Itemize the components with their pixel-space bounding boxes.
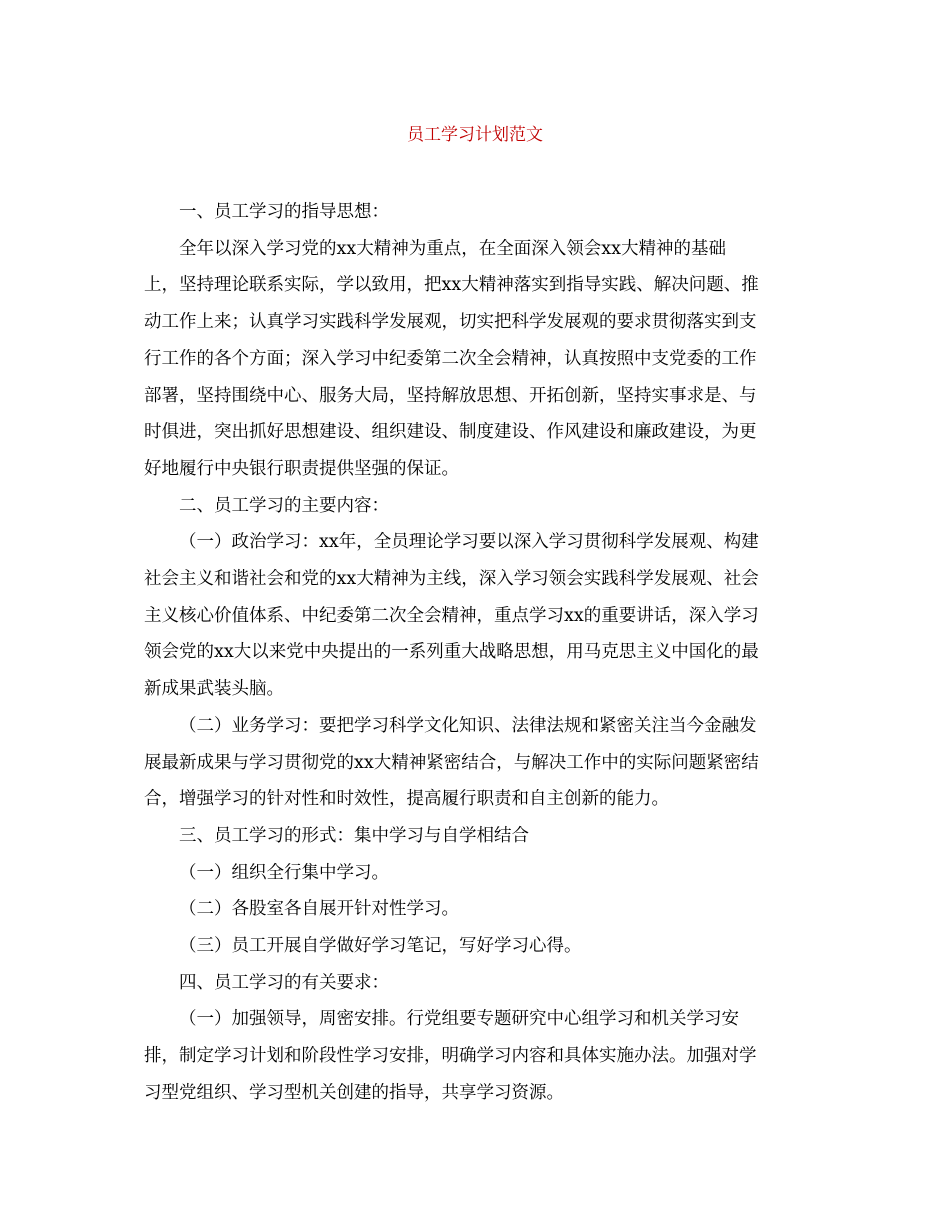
paragraph-line: 二、员工学习的主要内容： <box>179 495 389 516</box>
paragraph <box>144 524 806 708</box>
paragraph-line: 社会主义和谐社会和党的xx大精神为主线，深入学习领会实践科学发展观、社会 <box>144 569 759 590</box>
document-body <box>144 194 806 1112</box>
paragraph-line: （一）组织全行集中学习。 <box>179 862 389 883</box>
paragraph <box>144 708 806 818</box>
paragraph-line: 一、员工学习的指导思想： <box>179 202 389 222</box>
paragraph-line: （二）业务学习：要把学习科学文化知识、法律法规和紧密关注当今金融发 <box>179 715 757 736</box>
paragraph-line: 四、员工学习的有关要求： <box>179 972 389 993</box>
paragraph-line: 展最新成果与学习贯彻党的xx大精神紧密结合，与解决工作中的实际问题紧密结 <box>144 752 759 773</box>
paragraph <box>144 928 806 965</box>
paragraph-line: 新成果武装头脑。 <box>144 679 284 700</box>
paragraph-line: 领会党的xx大以来党中央提出的一系列重大战略思想，用马克思主义中国化的最 <box>144 642 759 663</box>
paragraph-line: 动工作上来；认真学习实践科学发展观，切实把科学发展观的要求贯彻落实到支 <box>144 312 757 333</box>
paragraph-line: 全年以深入学习党的xx大精神为重点，在全面深入领会xx大精神的基础 <box>179 238 726 259</box>
paragraph-line: 习型党组织、学习型机关创建的指导，共享学习资源。 <box>144 1082 564 1103</box>
paragraph-line: 行工作的各个方面；深入学习中纪委第二次全会精神，认真按照中支党委的工作 <box>144 348 757 369</box>
paragraph <box>144 194 806 231</box>
paragraph-line: 排，制定学习计划和阶段性学习安排，明确学习内容和具体实施办法。加强对学 <box>144 1046 757 1067</box>
paragraph <box>144 818 806 855</box>
paragraph-line: （三）员工开展自学做好学习笔记，写好学习心得。 <box>179 936 582 957</box>
paragraph-line: 合，增强学习的针对性和时效性，提高履行职责和自主创新的能力。 <box>144 789 669 810</box>
paragraph-line: 三、员工学习的形式：集中学习与自学相结合 <box>179 825 529 846</box>
paragraph <box>144 231 806 488</box>
paragraph <box>144 1001 806 1111</box>
paragraph-line: 部署，坚持围绕中心、服务大局，坚持解放思想、开拓创新，坚持实事求是、与 <box>144 385 757 406</box>
paragraph-line: 主义核心价值体系、中纪委第二次全会精神，重点学习xx的重要讲话，深入学习 <box>144 605 759 626</box>
document-title: 员工学习计划范文 <box>407 125 543 145</box>
paragraph <box>144 965 806 1002</box>
paragraph-line: 好地履行中央银行职责提供坚强的保证。 <box>144 458 459 479</box>
paragraph-line: 时俱进，突出抓好思想建设、组织建设、制度建设、作风建设和廉政建设，为更 <box>144 422 757 443</box>
paragraph-line: （一）政治学习：xx年，全员理论学习要以深入学习贯彻科学发展观、构建 <box>179 532 759 553</box>
paragraph <box>144 488 806 525</box>
paragraph-line: 上，坚持理论联系实际，学以致用，把xx大精神落实到指导实践、解决问题、推 <box>144 275 759 296</box>
paragraph <box>144 855 806 892</box>
paragraph-line: （一）加强领导，周密安排。行党组要专题研究中心组学习和机关学习安 <box>179 1009 739 1030</box>
paragraph <box>144 891 806 928</box>
paragraph-line: （二）各股室各自展开针对性学习。 <box>179 899 459 920</box>
